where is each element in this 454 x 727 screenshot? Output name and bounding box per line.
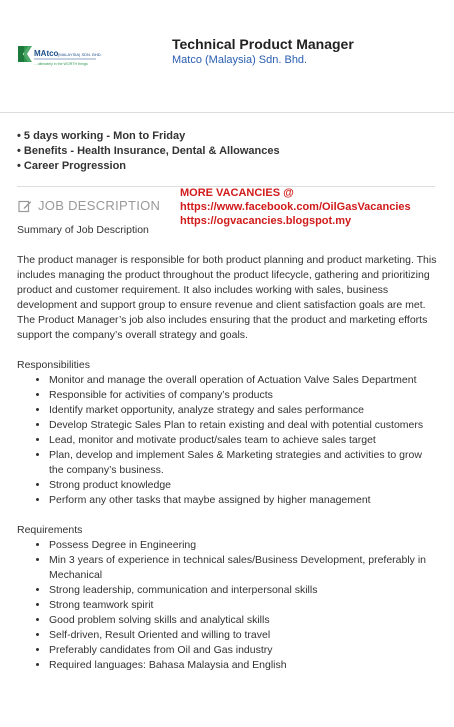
highlight-item: • Benefits - Health Insurance, Dental & Allowances <box>17 145 280 157</box>
blog-link[interactable]: https://ogvacancies.blogspot.my <box>180 215 352 227</box>
list-item: • Develop Strategic Sales Plan to retain existing and deal with potential customers <box>49 418 437 433</box>
job-highlights <box>17 129 437 174</box>
highlight-item: • 5 days working - Mon to Friday <box>17 130 186 142</box>
company-logo <box>18 44 102 70</box>
summary-heading: Summary of Job Description <box>17 224 149 236</box>
responsibilities-list <box>17 373 437 508</box>
list-item: • Good problem solving skills and analytical skills <box>49 613 437 628</box>
list-item: • Required languages: Bahasa Malaysia and English <box>49 658 437 673</box>
list-item: • Monitor and manage the overall operation of Actuation Valve Sales Department <box>49 373 437 388</box>
requirements-heading: Requirements <box>17 524 83 536</box>
list-item: • Strong leadership, communication and interpersonal skills <box>49 583 437 598</box>
job-description-header <box>18 198 160 213</box>
list-item: • Strong product knowledge <box>49 478 437 493</box>
list-item: • Possess Degree in Engineering <box>49 538 437 553</box>
responsibilities-heading: Responsibilities <box>17 359 90 371</box>
job-title: Technical Product Manager <box>172 36 354 52</box>
list-item: • Preferably candidates from Oil and Gas industry <box>49 643 437 658</box>
vacancies-overlay <box>180 186 411 228</box>
list-item: • Perform any other tasks that maybe assigned by higher management <box>49 493 437 508</box>
svg-text:(MALAYSIA) SDN. BHD.: (MALAYSIA) SDN. BHD. <box>58 52 102 57</box>
list-item: • Lead, monitor and motivate product/sales team to achieve sales target <box>49 433 437 448</box>
company-link[interactable]: Matco (Malaysia) Sdn. Bhd. <box>172 54 308 66</box>
job-description-body <box>17 223 437 673</box>
header-divider <box>0 112 454 113</box>
list-item: • Responsible for activities of company’s products <box>49 388 437 403</box>
list-item: • Identify market opportunity, analyze strategy and sales performance <box>49 403 437 418</box>
list-item: • Self-driven, Result Oriented and willing to travel <box>49 628 437 643</box>
list-item: • Min 3 years of experience in technical sales/Business Development, preferably in Mechanical <box>49 553 437 583</box>
job-header <box>0 0 454 112</box>
highlight-item: • Career Progression <box>17 160 127 172</box>
summary-text: The product manager is responsible for both product planning and product marketing. This includes managing the product throughout the product lifecycle, gathering and prioritizing product and customer requirement. It also includes working with sales, business development and support group to ensure revenue and client satisfaction goals are met. The Product Manager’s job also includes ensuring that the product and marketing efforts support the company’s overall strategy and goals. <box>17 254 437 341</box>
list-item: • Plan, develop and implement Sales & Marketing strategies and activities to grow the company’s business. <box>49 448 437 478</box>
requirements-list <box>17 538 437 673</box>
overlay-heading: MORE VACANCIES @ <box>180 187 294 199</box>
list-item: • Strong teamwork spirit <box>49 598 437 613</box>
section-title: JOB DESCRIPTION <box>38 198 161 213</box>
svg-text:…ultimately in the WORTH thing: …ultimately in the WORTH things <box>34 62 88 66</box>
svg-text:MAtco: MAtco <box>34 49 59 58</box>
facebook-link[interactable]: https://www.facebook.com/OilGasVacancies <box>180 201 411 213</box>
edit-icon <box>18 199 32 213</box>
